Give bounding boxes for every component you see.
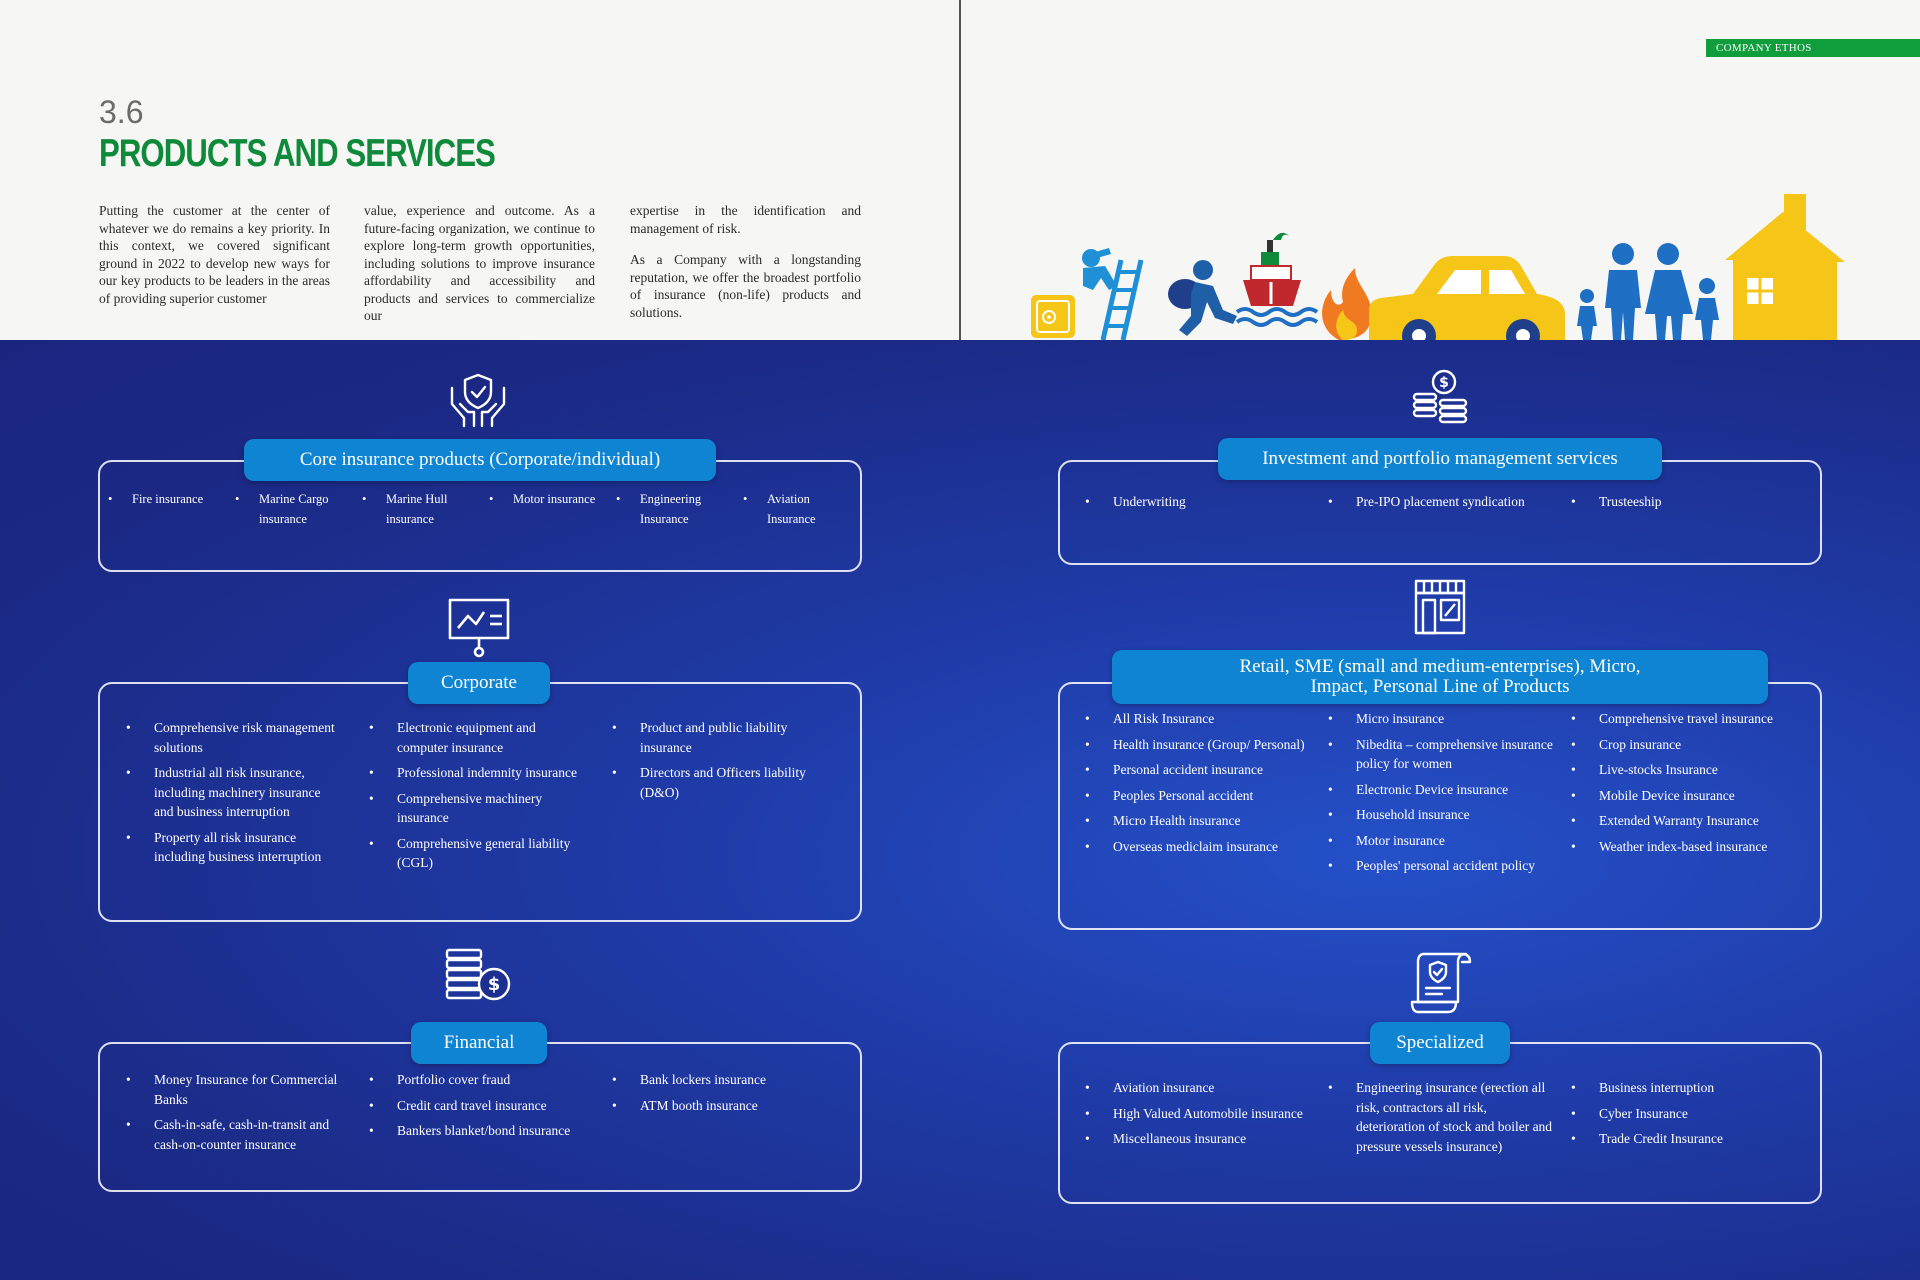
list-item: • Motor insurance: [1328, 831, 1553, 851]
list-item: • Bankers blanket/bond insurance: [369, 1121, 584, 1141]
list-item: • Cash-in-safe, cash-in-transit and cash-on-counter insurance: [126, 1115, 341, 1154]
list-item: • Property all risk insurance including business interruption: [126, 828, 341, 867]
list-item: • Electronic equipment and computer insurance: [369, 718, 584, 757]
retail-title-line-1: Retail, SME (small and medium-enterprises), Micro,: [1239, 656, 1641, 678]
financial-title: Financial: [411, 1022, 547, 1064]
list-item: • Health insurance (Group/ Personal): [1085, 735, 1310, 755]
list-item: • Overseas mediclaim insurance: [1085, 837, 1310, 857]
list-item: • High Valued Automobile insurance: [1085, 1104, 1310, 1124]
list-item: • Live-stocks Insurance: [1571, 760, 1796, 780]
list-item: • Peoples Personal accident: [1085, 786, 1310, 806]
hero-illustration: [1025, 190, 1885, 340]
list-item: • Micro Health insurance: [1085, 811, 1310, 831]
family-icon: [1577, 243, 1719, 340]
fire-icon: [1322, 268, 1371, 340]
financial-list-2: [369, 1070, 584, 1147]
list-item: • Household insurance: [1328, 805, 1553, 825]
list-item: • Business interruption: [1571, 1078, 1796, 1098]
corporate-title: Corporate: [408, 662, 550, 704]
corporate-list-1: [126, 718, 341, 873]
list-item: • Aviation insurance: [1085, 1078, 1310, 1098]
list-item: • Marine Cargo insurance: [235, 490, 362, 529]
svg-text:$: $: [487, 974, 501, 995]
list-item: • Aviation Insurance: [743, 490, 848, 529]
specialized-list-2: [1328, 1078, 1558, 1162]
list-item: • Professional indemnity insurance: [369, 763, 584, 783]
presentation-chart-icon: [446, 596, 512, 658]
list-item: • Portfolio cover fraud: [369, 1070, 584, 1090]
list-item: • Micro insurance: [1328, 709, 1553, 729]
list-item: • Credit card travel insurance: [369, 1096, 584, 1116]
house-icon: [1725, 194, 1845, 340]
intro-text-3a: expertise in the identification and management of risk.: [630, 203, 861, 236]
specialized-list-1: [1085, 1078, 1310, 1155]
intro-text-2: value, experience and outcome. As a future-facing organization, we continue to explore long-term growth opportunities, including solutions to improve insurance affordability and accessibility and products and services to commercialize our: [364, 203, 595, 323]
top-page: [0, 0, 1920, 340]
list-item: • Mobile Device insurance: [1571, 786, 1796, 806]
list-item: • Industrial all risk insurance, including machinery insurance and business interruption: [126, 763, 341, 822]
corporate-list-2: [369, 718, 584, 879]
list-item: • Trusteeship: [1571, 492, 1771, 512]
retail-list-1: [1085, 709, 1310, 862]
list-item: • Engineering Insurance: [616, 490, 743, 529]
section-tag: COMPANY ETHOS: [1706, 39, 1920, 57]
list-item: • Underwriting: [1085, 492, 1328, 512]
corporate-list-3: [612, 718, 832, 808]
retail-list-2: [1328, 709, 1553, 882]
list-item: • Miscellaneous insurance: [1085, 1129, 1310, 1149]
list-item: • Pre-IPO placement syndication: [1328, 492, 1571, 512]
investment-list: [1085, 492, 1805, 518]
list-item: • Trade Credit Insurance: [1571, 1129, 1796, 1149]
money-stack-icon: [444, 946, 514, 1004]
coins-dollar-icon: [1410, 368, 1472, 428]
list-item: • Comprehensive machinery insurance: [369, 789, 584, 828]
list-item: • ATM booth insurance: [612, 1096, 827, 1116]
specialized-title: Specialized: [1370, 1022, 1510, 1064]
storefront-icon: [1413, 578, 1467, 636]
car-icon: [1369, 256, 1565, 340]
intro-column-2: [364, 202, 595, 325]
list-item: • Money Insurance for Commercial Banks: [126, 1070, 341, 1109]
list-item: • Marine Hull insurance: [362, 490, 489, 529]
list-item: • Crop insurance: [1571, 735, 1796, 755]
specialized-list-3: [1571, 1078, 1796, 1155]
page-spine: [959, 0, 961, 340]
retail-title: [1112, 650, 1768, 704]
list-item: • Motor insurance: [489, 490, 616, 529]
financial-list-3: [612, 1070, 827, 1121]
safe-icon: [1031, 295, 1075, 338]
list-item: • Product and public liability insurance: [612, 718, 832, 757]
list-item: • Comprehensive travel insurance: [1571, 709, 1796, 729]
core-insurance-list: [108, 490, 848, 529]
list-item: • Peoples' personal accident policy: [1328, 856, 1553, 876]
core-insurance-title: Core insurance products (Corporate/individual): [244, 439, 716, 481]
page-title: PRODUCTS AND SERVICES: [99, 132, 495, 175]
certificate-scroll-icon: [1408, 948, 1474, 1016]
list-item: • Directors and Officers liability (D&O): [612, 763, 832, 802]
ship-icon: [1237, 233, 1317, 325]
list-item: • Weather index-based insurance: [1571, 837, 1796, 857]
list-item: • Bank lockers insurance: [612, 1070, 827, 1090]
list-item: • Nibedita – comprehensive insurance policy for women: [1328, 735, 1553, 774]
running-thief-icon: [1168, 260, 1237, 336]
list-item: • Extended Warranty Insurance: [1571, 811, 1796, 831]
retail-list-3: [1571, 709, 1796, 862]
svg-text:$: $: [1439, 375, 1449, 391]
list-item: • All Risk Insurance: [1085, 709, 1310, 729]
thief-ladder-icon: [1082, 248, 1141, 340]
list-item: • Engineering insurance (erection all risk, contractors all risk, deterioration of stock and boiler and pressure vessels insurance): [1328, 1078, 1558, 1156]
investment-title: Investment and portfolio management services: [1218, 438, 1662, 480]
hands-shield-icon: [448, 372, 508, 428]
intro-column-3: [630, 202, 861, 321]
intro-column-1: [99, 202, 330, 307]
retail-title-line-2: Impact, Personal Line of Products: [1310, 676, 1570, 697]
section-number: 3.6: [99, 94, 144, 130]
list-item: • Fire insurance: [108, 490, 235, 529]
list-item: • Personal accident insurance: [1085, 760, 1310, 780]
list-item: • Electronic Device insurance: [1328, 780, 1553, 800]
list-item: • Cyber Insurance: [1571, 1104, 1796, 1124]
intro-text-1: Putting the customer at the center of whatever we do remains a key priority. In this context, we covered significant ground in 2022 to develop new ways for our key products to be leaders in the areas of providing superior customer: [99, 203, 330, 306]
list-item: • Comprehensive risk management solutions: [126, 718, 341, 757]
intro-text-3b: As a Company with a longstanding reputation, we offer the broadest portfolio of insurance (non-life) products and solutions.: [630, 252, 861, 320]
list-item: • Comprehensive general liability (CGL): [369, 834, 584, 873]
financial-list-1: [126, 1070, 341, 1160]
